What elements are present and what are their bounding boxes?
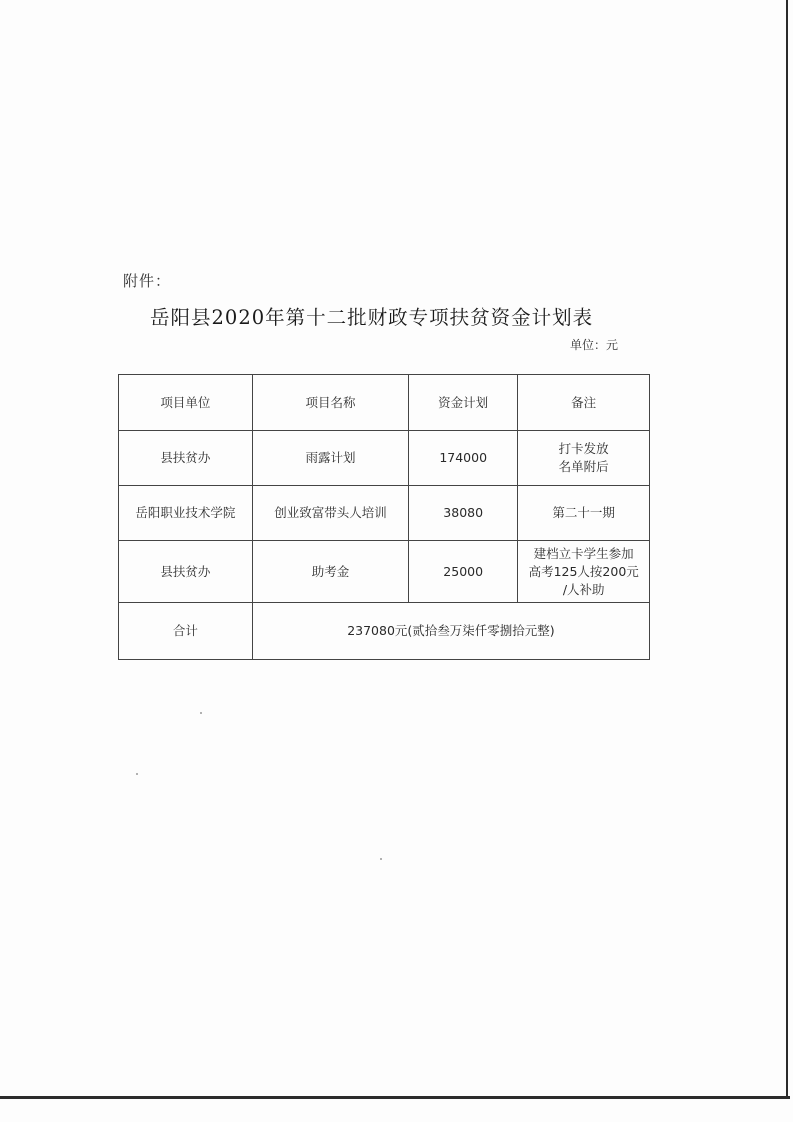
- cell-project: 雨露计划: [252, 431, 408, 486]
- total-label-cell: 合计: [119, 603, 253, 660]
- attachment-label: 附件：: [123, 272, 172, 290]
- total-value-cell: 237080元(贰拾叁万柒仟零捌拾元整): [252, 603, 649, 660]
- scan-edge-right: [786, 0, 788, 1098]
- header-cell-unit: 项目单位: [119, 375, 253, 431]
- cell-amount: 38080: [409, 486, 518, 541]
- cell-remark: 打卡发放 名单附后: [518, 431, 650, 486]
- cell-amount: 174000: [409, 431, 518, 486]
- cell-unit: 岳阳职业技术学院: [119, 486, 253, 541]
- scan-edge-bottom: [0, 1096, 790, 1099]
- cell-project: 创业致富带头人培训: [252, 486, 408, 541]
- header-cell-project: 项目名称: [252, 375, 408, 431]
- cell-project: 助考金: [252, 541, 408, 603]
- cell-unit: 县扶贫办: [119, 541, 253, 603]
- cell-remark: 建档立卡学生参加 高考125人按200元 /人补助: [518, 541, 650, 603]
- table-row: [119, 541, 650, 603]
- unit-note: 单位：元: [570, 338, 619, 352]
- document-title: 岳阳县2020年第十二批财政专项扶贫资金计划表: [150, 306, 594, 329]
- header-cell-remark: 备注: [518, 375, 650, 431]
- table-row: [119, 431, 650, 486]
- cell-unit: 县扶贫办: [119, 431, 253, 486]
- cell-remark: 第二十一期: [518, 486, 650, 541]
- fund-plan-table: [118, 374, 650, 660]
- table-total-row: [119, 603, 650, 660]
- cell-amount: 25000: [409, 541, 518, 603]
- scan-speck: [200, 712, 202, 714]
- table-row: [119, 486, 650, 541]
- scan-speck: [380, 858, 382, 860]
- header-cell-amount: 资金计划: [409, 375, 518, 431]
- table-header-row: [119, 375, 650, 431]
- scan-speck: [136, 773, 138, 775]
